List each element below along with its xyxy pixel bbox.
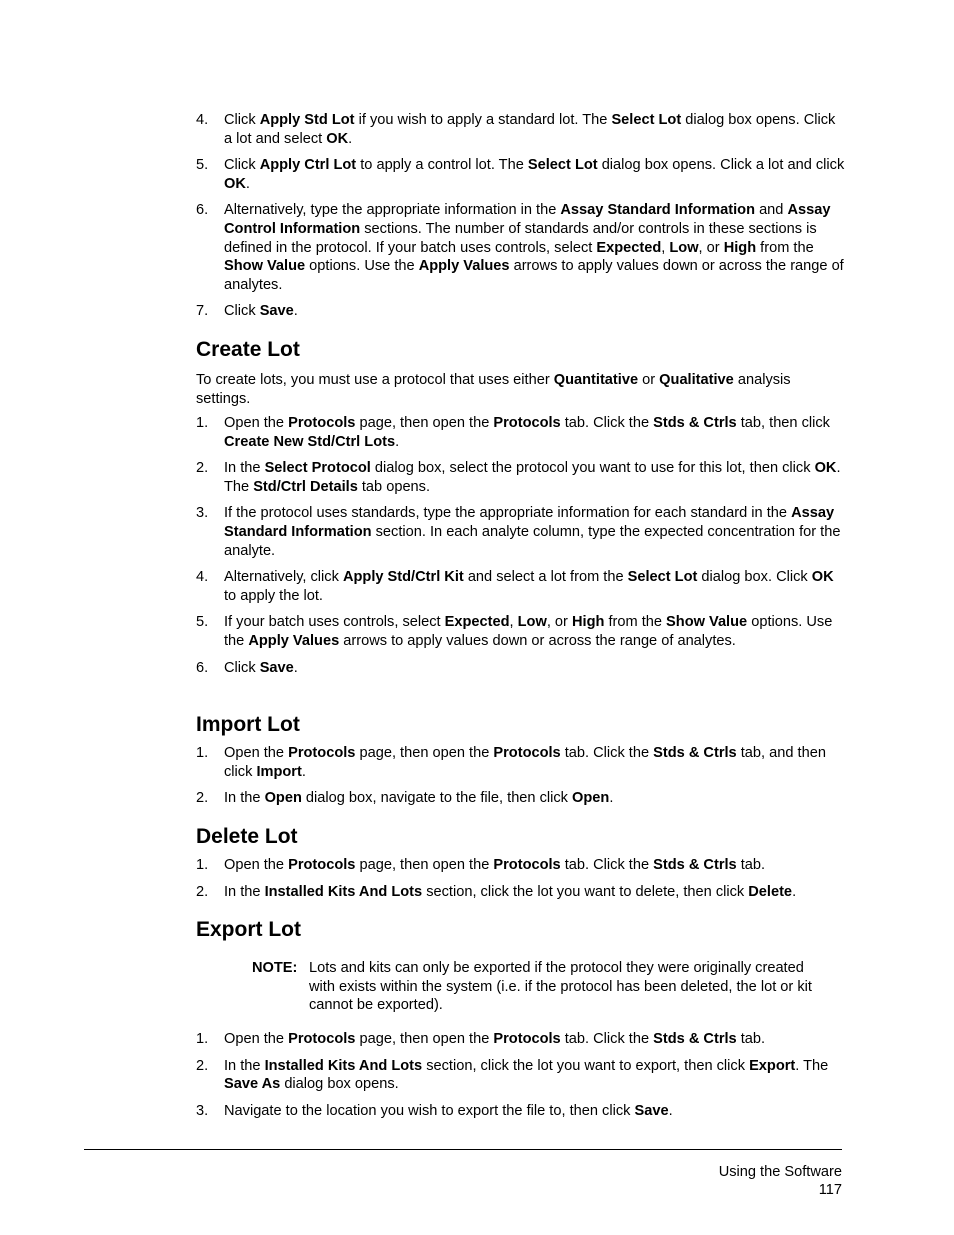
create-lot-steps: [196, 414, 846, 685]
ui-term: Select Lot: [611, 112, 682, 128]
ui-term: Stds & Ctrls: [653, 857, 737, 873]
step-text: [224, 202, 844, 292]
ui-term: Delete: [748, 883, 793, 900]
ui-term: Protocols: [493, 857, 561, 873]
step-number: 4.: [196, 112, 209, 128]
step-text: [224, 884, 796, 900]
ui-term: OK: [224, 175, 246, 192]
step-number: 6.: [196, 659, 209, 676]
text-run: .: [293, 303, 298, 320]
ui-term: Low: [517, 614, 547, 631]
text-run: page, then open the: [355, 857, 494, 873]
text-run: .: [792, 883, 797, 900]
step-item: [196, 744, 846, 781]
export-lot-steps: [196, 1030, 846, 1128]
text-run: options. Use the: [224, 614, 833, 649]
import-lot-steps: [196, 744, 846, 816]
text-run: .: [348, 130, 353, 147]
ui-term: Protocols: [288, 745, 356, 761]
text-run: .: [668, 1102, 673, 1119]
step-item: [196, 156, 846, 193]
ui-term: Save: [259, 659, 294, 676]
step-number: 7.: [196, 303, 209, 320]
step-text: [224, 1103, 673, 1119]
text-run: and: [755, 202, 788, 219]
ui-term: Std/Ctrl Details: [253, 478, 358, 495]
text-run: Open the: [224, 1031, 289, 1047]
ui-term: Low: [669, 239, 699, 256]
text-run: . The: [795, 1057, 829, 1074]
ui-term: High: [723, 239, 757, 256]
step-item: [196, 201, 846, 294]
delete-lot-heading: Delete Lot: [196, 825, 298, 848]
ui-term: Select Lot: [527, 157, 598, 174]
text-run: to apply the lot.: [224, 587, 323, 604]
step-text: [224, 1058, 828, 1093]
text-run: to apply a control lot. The: [356, 157, 528, 174]
step-number: 1.: [196, 857, 209, 873]
step-number: 1.: [196, 415, 209, 431]
text-run: If the protocol uses standards, type the appropriate information for each standard in the: [224, 505, 792, 522]
text-run: Open the: [224, 415, 289, 431]
text-run: .: [245, 175, 250, 192]
step-text: [224, 303, 298, 319]
ui-term: Create New Std/Ctrl Lots: [224, 433, 396, 450]
text-run: In the: [224, 1057, 265, 1074]
step-number: 2.: [196, 790, 209, 807]
text-run: Alternatively, click: [224, 569, 343, 586]
text-run: page, then open the: [355, 1031, 494, 1047]
ui-term: Save: [634, 1102, 669, 1119]
text-run: .: [609, 790, 614, 807]
step-item: [196, 1057, 846, 1094]
step-item: [196, 568, 846, 605]
text-run: Click: [224, 157, 260, 174]
ui-term: Show Value: [224, 258, 306, 275]
ui-term: Stds & Ctrls: [653, 1031, 737, 1047]
text-run: In the: [224, 790, 265, 807]
text-run: Alternatively, type the appropriate information in the: [224, 202, 561, 219]
text-run: page, then open the: [355, 415, 494, 431]
step-item: [196, 414, 846, 451]
export-lot-heading: Export Lot: [196, 918, 301, 941]
step-number: 3.: [196, 1102, 209, 1119]
ui-term: Stds & Ctrls: [653, 745, 737, 761]
note-label: NOTE:: [252, 960, 298, 976]
text-run: dialog box opens. Click a lot and click: [597, 157, 845, 174]
step-item: [196, 1030, 846, 1049]
step-number: 3.: [196, 505, 209, 522]
text-run: from the: [756, 239, 814, 256]
text-run: and select a lot from the: [463, 569, 628, 586]
step-text: [224, 857, 765, 873]
ui-term: Select Protocol: [264, 460, 371, 477]
text-run: tab.: [736, 857, 766, 873]
step-item: [196, 789, 846, 808]
text-run: tab. Click the: [560, 745, 654, 761]
text-run: page, then open the: [355, 745, 494, 761]
create-lot-heading: Create Lot: [196, 338, 300, 361]
text-run: tab.: [736, 1031, 766, 1047]
text-run: if you wish to apply a standard lot. The: [354, 112, 612, 128]
step-number: 5.: [196, 614, 209, 631]
text-run: dialog box, navigate to the file, then click: [301, 790, 573, 807]
step-item: [196, 659, 846, 678]
text-run: tab, and then click: [224, 745, 826, 780]
ui-term: Assay Control Information: [224, 202, 831, 237]
ui-term: Apply Values: [418, 258, 510, 275]
page-footer: [719, 1163, 842, 1199]
text-run: dialog box opens.: [280, 1076, 399, 1093]
create-lot-intro: [196, 371, 846, 408]
ui-term: Apply Values: [248, 632, 340, 649]
step-number: 2.: [196, 1057, 209, 1074]
text-run: .: [293, 659, 298, 676]
step-number: 5.: [196, 157, 209, 174]
ui-term: Open: [572, 790, 610, 807]
text-run: Click: [224, 659, 260, 676]
text-run: dialog box opens. Click a lot and select: [224, 112, 836, 147]
ui-term: Protocols: [493, 745, 561, 761]
text-run: section. In each analyte column, type the expected concentration for the analyte.: [224, 523, 841, 559]
text-run: tab. Click the: [560, 415, 654, 431]
text-run: Open the: [224, 745, 289, 761]
text-run: In the: [224, 460, 265, 477]
ui-term: Select Lot: [627, 569, 698, 586]
ui-term: High: [571, 614, 605, 631]
footer-section-title: Using the Software: [718, 1164, 842, 1180]
ui-term: Installed Kits And Lots: [264, 883, 423, 900]
import-lot-heading: Import Lot: [196, 713, 300, 736]
ui-term: OK: [814, 460, 837, 477]
text-run: dialog box. Click: [697, 569, 812, 586]
step-item: [196, 856, 846, 875]
text-run: . The: [224, 460, 841, 495]
ui-term: Protocols: [493, 415, 561, 431]
text-run: .: [395, 433, 400, 450]
ui-term: OK: [326, 130, 349, 147]
page-number: 117: [818, 1182, 842, 1198]
text-run: or: [638, 372, 660, 388]
step-number: 6.: [196, 202, 209, 219]
step-text: [224, 112, 835, 147]
ui-term: Show Value: [666, 614, 748, 631]
ui-term: Open: [264, 790, 302, 807]
ui-term: Assay Standard Information: [224, 505, 835, 540]
ui-term: Assay Standard Information: [560, 202, 756, 219]
text-run: Navigate to the location you wish to export the file to, then click: [224, 1102, 635, 1119]
step-number: 2.: [196, 460, 209, 477]
text-run: If your batch uses controls, select: [224, 614, 445, 631]
step-item: [196, 459, 846, 496]
text-run: arrows to apply values down or across the range of analytes.: [224, 258, 844, 293]
note-text: Lots and kits can only be exported if the protocol they were originally created with exists within the system (i.e. if the protocol has been deleted, the lot or kit cannot be exported).: [309, 960, 812, 1014]
delete-lot-steps: [196, 856, 846, 909]
step-text: [224, 505, 840, 558]
step-text: [224, 660, 298, 676]
text-run: section, click the lot you want to delete, then click: [422, 883, 749, 900]
ui-term: Apply Std/Ctrl Kit: [342, 569, 464, 586]
text-run: tab. Click the: [560, 857, 654, 873]
text-run: ,: [509, 614, 518, 631]
step-text: [224, 415, 830, 450]
ui-term: Expected: [444, 614, 510, 631]
ui-term: Expected: [596, 239, 662, 256]
ui-term: Qualitative: [659, 372, 734, 388]
text-run: analysis settings.: [196, 372, 791, 407]
text-run: arrows to apply values down or across the range of analytes.: [339, 632, 736, 649]
step-text: [224, 157, 844, 192]
step-text: [224, 614, 832, 649]
step-number: 1.: [196, 745, 209, 761]
step-text: [224, 1031, 765, 1047]
text-run: , or: [546, 614, 572, 631]
text-run: Click: [224, 303, 260, 320]
text-run: dialog box, select the protocol you want to use for this lot, then click: [370, 460, 815, 477]
text-run: , or: [698, 239, 724, 256]
top-steps-list: [196, 111, 846, 329]
step-item: [196, 111, 846, 148]
ui-term: Save: [259, 303, 294, 320]
step-item: [196, 883, 846, 902]
text-run: To create lots, you must use a protocol that uses either: [196, 372, 554, 388]
text-run: from the: [604, 614, 667, 631]
step-number: 1.: [196, 1031, 209, 1047]
text-run: options. Use the: [305, 258, 419, 275]
text-run: In the: [224, 883, 265, 900]
step-text: [224, 460, 841, 495]
step-text: [224, 569, 834, 604]
step-item: [196, 504, 846, 560]
text-run: tab opens.: [357, 478, 431, 495]
ui-term: Apply Ctrl Lot: [259, 157, 357, 174]
export-note: [252, 959, 812, 1015]
step-item: [196, 1102, 846, 1121]
text-run: .: [301, 763, 306, 780]
text-run: ,: [661, 239, 670, 256]
ui-term: Protocols: [288, 857, 356, 873]
step-text: [224, 790, 613, 806]
ui-term: Protocols: [288, 1031, 356, 1047]
step-item: [196, 613, 846, 650]
step-text: [224, 745, 826, 780]
step-item: [196, 302, 846, 321]
ui-term: Quantitative: [553, 372, 639, 388]
text-run: tab. Click the: [560, 1031, 654, 1047]
ui-term: Save As: [224, 1076, 281, 1093]
ui-term: OK: [811, 569, 834, 586]
text-run: section, click the lot you want to export, then click: [422, 1057, 750, 1074]
footer-divider: [84, 1149, 842, 1150]
text-run: sections. The number of standards and/or controls in these sections is defined in the protocol. If your batch uses controls, select: [224, 220, 817, 256]
ui-term: Protocols: [288, 415, 356, 431]
ui-term: Protocols: [493, 1031, 561, 1047]
step-number: 4.: [196, 569, 209, 586]
ui-term: Apply Std Lot: [259, 112, 355, 128]
ui-term: Stds & Ctrls: [653, 415, 737, 431]
step-number: 2.: [196, 883, 209, 900]
ui-term: Export: [749, 1057, 796, 1074]
ui-term: Import: [256, 763, 302, 780]
text-run: Open the: [224, 857, 289, 873]
text-run: tab, then click: [736, 415, 830, 431]
ui-term: Installed Kits And Lots: [264, 1057, 423, 1074]
text-run: Click: [224, 112, 260, 128]
